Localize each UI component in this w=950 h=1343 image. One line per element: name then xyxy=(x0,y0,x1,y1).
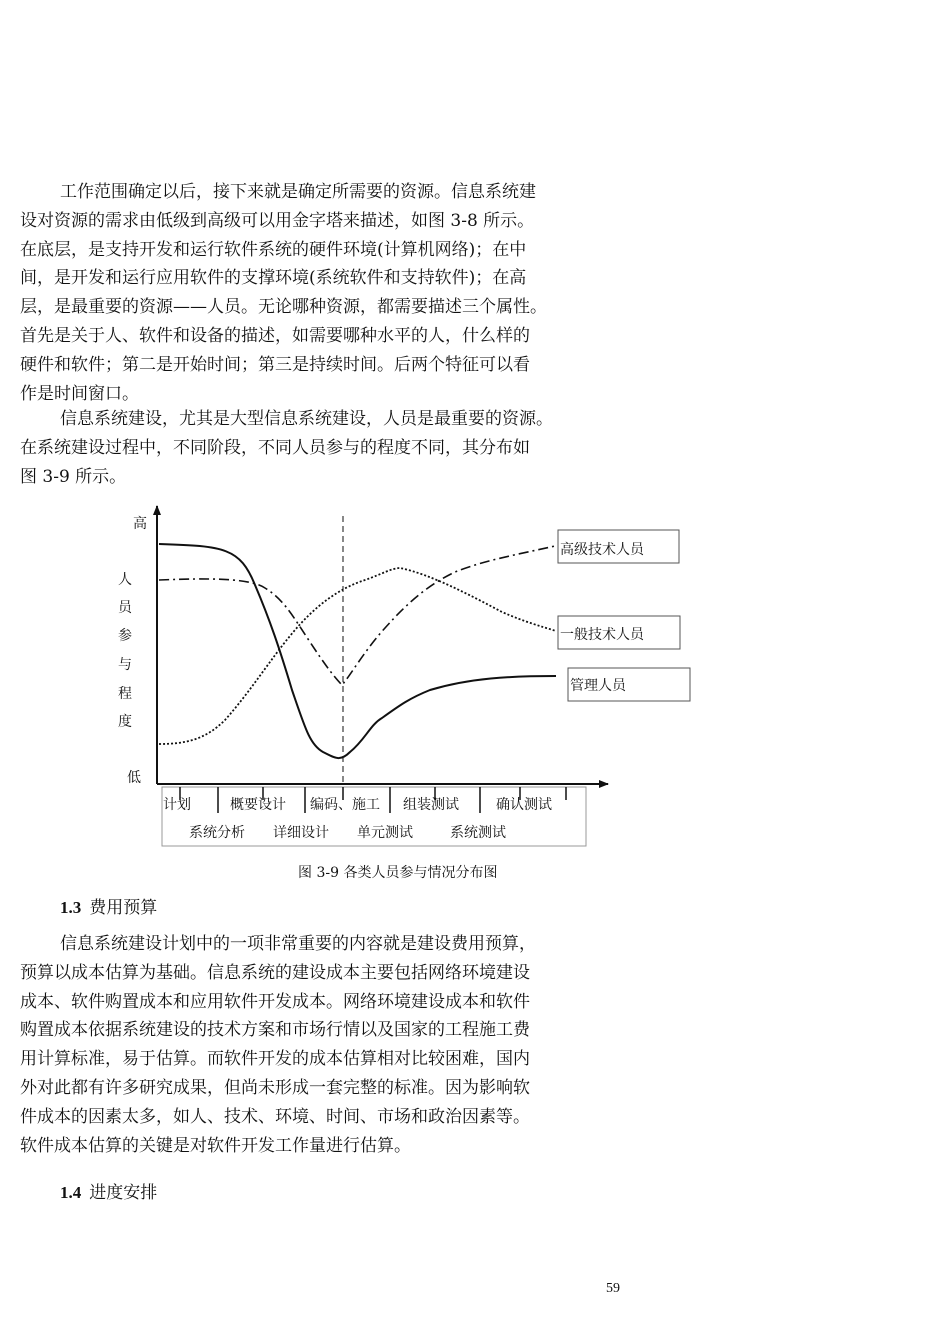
phase-unit-test: 单元测试 xyxy=(357,825,413,841)
section-title: 费用预算 xyxy=(89,898,158,918)
y-high-label: 高 xyxy=(133,516,147,532)
y-axis-char: 程 xyxy=(118,686,132,702)
text-line: 作是时间窗口。 xyxy=(20,383,139,404)
text-line: 成本、软件购置成本和应用软件开发成本。网络环境建设成本和软件 xyxy=(20,991,530,1012)
section-heading-1-3 xyxy=(60,893,157,918)
page-number: 59 xyxy=(606,1281,620,1296)
phase-system-test: 系统测试 xyxy=(450,825,506,841)
legend-label-senior: 高级技术人员 xyxy=(560,542,644,558)
paragraph-budget xyxy=(20,930,608,1160)
paragraph-personnel xyxy=(20,405,608,491)
section-heading-1-4 xyxy=(60,1178,157,1203)
text-line: 设对资源的需求由低级到高级可以用金字塔来描述，如图 3-8 所示。 xyxy=(20,210,535,231)
legend-label-general: 一般技术人员 xyxy=(560,627,644,643)
text-line: 用计算标准，易于估算。而软件开发的成本估算相对比较困难，国内 xyxy=(20,1049,530,1070)
text-line: 软件成本估算的关键是对软件开发工作量进行估算。 xyxy=(20,1135,411,1156)
phase-high-level-design: 概要设计 xyxy=(230,797,286,813)
text-line: 硬件和软件；第二是开始时间；第三是持续时间。后两个特征可以看 xyxy=(20,354,530,375)
text-line: 图 3-9 所示。 xyxy=(20,466,127,487)
phase-detailed-design: 详细设计 xyxy=(273,825,329,841)
text-line: 首先是关于人、软件和设备的描述，如需要哪种水平的人，什么样的 xyxy=(20,325,530,346)
text-line: 层，是最重要的资源——人员。无论哪种资源，都需要描述三个属性。 xyxy=(20,297,547,318)
phase-integration-test: 组装测试 xyxy=(403,797,459,813)
paragraph-resources xyxy=(20,178,608,408)
text-line: 信息系统建设，尤其是大型信息系统建设，人员是最重要的资源。 xyxy=(60,409,553,429)
y-axis-char: 与 xyxy=(118,657,132,673)
figure-caption: 图 3-9 各类人员参与情况分布图 xyxy=(298,865,498,881)
phase-acceptance-test: 确认测试 xyxy=(496,797,552,813)
y-axis-char: 人 xyxy=(118,572,132,588)
phase-system-analysis: 系统分析 xyxy=(189,825,245,841)
senior-technical-curve xyxy=(159,546,555,685)
text-line: 在底层，是支持开发和运行软件系统的硬件环境(计算机网络)；在中 xyxy=(20,239,527,260)
legend-label-manager: 管理人员 xyxy=(570,678,626,694)
y-axis-char: 参 xyxy=(118,628,132,644)
y-axis-char: 度 xyxy=(118,714,132,730)
text-line: 间，是开发和运行应用软件的支撑环境(系统软件和支持软件)；在高 xyxy=(20,268,527,289)
participation-chart xyxy=(110,500,710,860)
text-line: 件成本的因素太多，如人、技术、环境、时间、市场和政治因素等。 xyxy=(20,1106,530,1127)
general-technical-curve xyxy=(159,568,556,744)
section-title: 进度安排 xyxy=(89,1183,158,1203)
personnel-participation-figure xyxy=(110,500,710,860)
phase-plan: 计划 xyxy=(163,797,191,813)
section-number: 1.3 xyxy=(60,898,82,917)
y-axis-char: 员 xyxy=(118,600,132,616)
text-line: 外对此都有许多研究成果，但尚未形成一套完整的标准。因为影响软 xyxy=(20,1077,530,1098)
section-number: 1.4 xyxy=(60,1183,82,1202)
text-line: 工作范围确定以后，接下来就是确定所需要的资源。信息系统建 xyxy=(60,182,536,202)
manager-curve xyxy=(159,544,556,758)
text-line: 购置成本依据系统建设的技术方案和市场行情以及国家的工程施工费 xyxy=(20,1020,530,1041)
text-line: 信息系统建设计划中的一项非常重要的内容就是建设费用预算， xyxy=(60,934,536,954)
y-low-label: 低 xyxy=(127,770,141,786)
phase-coding: 编码、施工 xyxy=(310,797,380,813)
text-line: 在系统建设过程中，不同阶段，不同人员参与的程度不同，其分布如 xyxy=(20,437,530,458)
text-line: 预算以成本估算为基础。信息系统的建设成本主要包括网络环境建设 xyxy=(20,962,530,983)
